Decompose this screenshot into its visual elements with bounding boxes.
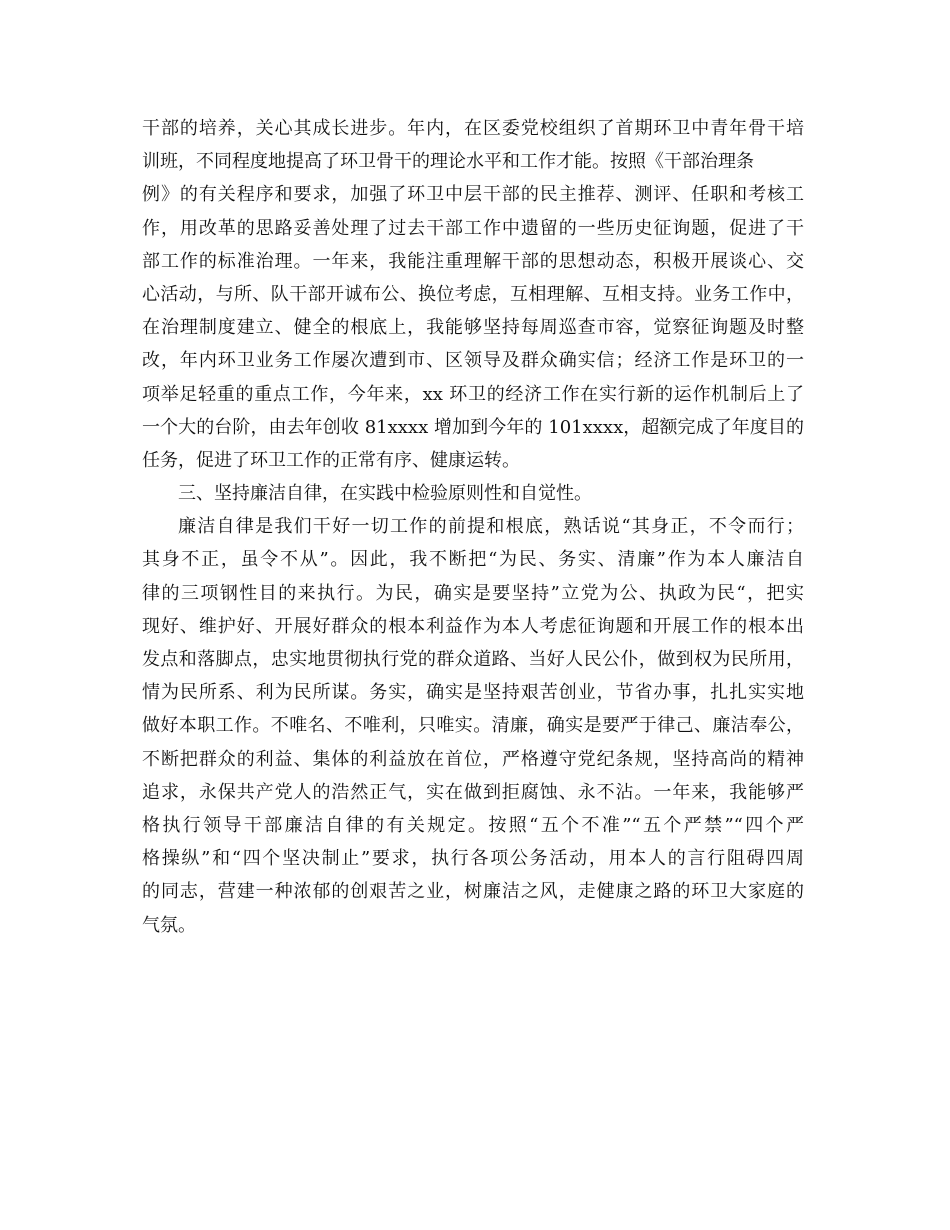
text-line: 改，年内环卫业务工作屡次遭到市、区领导及群众确实信；经济工作是环卫的一	[142, 350, 804, 372]
text-line: 情为民所系、利为民所谋。务实，确实是坚持艰苦创业，节省办事，扎扎实实地	[142, 682, 804, 704]
text-line: 任务，促进了环卫工作的正常有序、健康运转。	[142, 449, 520, 471]
text-line: 其身不正，虽令不从”。因此，我不断把“为民、务实、清廉”作为本人廉洁自	[142, 549, 804, 571]
text-line: 律的三项钢性目的来执行。为民，确实是要坚持”立党为公、执政为民“，把实	[142, 582, 804, 604]
text-line: 格执行领导干部廉洁自律的有关规定。按照“五个不准”“五个严禁”“四个严	[142, 814, 804, 836]
text-line: 发点和落脚点，忠实地贯彻执行党的群众道路、当好人民公仆，做到权为民所用，	[142, 649, 804, 670]
text-line: 部工作的标准治理。一年来，我能注重理解干部的思想动态，积极开展谈心、交	[142, 250, 804, 272]
text-line: 现好、维护好、开展好群众的根本利益作为本人考虑征询题和开展工作的根本出	[142, 615, 804, 637]
text-line: 追求，永保共产党人的浩然正气，实在做到拒腐蚀、永不沾。一年来，我能够严	[142, 781, 804, 803]
text-line: 做好本职工作。不唯名、不唯利，只唯实。清廉，确实是要严于律己、廉洁奉公，	[142, 715, 804, 737]
text-line: 三、坚持廉洁自律，在实践中检验原则性和自觉性。	[178, 483, 592, 505]
text-line: 不断把群众的利益、集体的利益放在首位，严格遵守党纪条规，坚持高尚的精神	[142, 748, 804, 770]
text-line: 心活动，与所、队干部开诚布公、换位考虑，互相理解、互相支持。业务工作中，	[142, 283, 804, 305]
text-line: 在治理制度建立、健全的根底上，我能够坚持每周巡查市容，觉察征询题及时整	[142, 317, 804, 339]
text-line: 格操纵”和“四个坚决制止”要求，执行各项公务活动，用本人的言行阻碍四周	[142, 848, 804, 870]
text-line: 训班，不同程度地提高了环卫骨干的理论水平和工作才能。按照《干部治理条	[142, 151, 754, 173]
text-line: 一个大的台阶，由去年创收 81xxxx 增加到今年的 101xxxx，超额完成了年度目的	[142, 416, 804, 438]
text-line: 项举足轻重的重点工作，今年来，xx 环卫的经济工作在实行新的运作机制后上了	[142, 383, 804, 405]
document-page	[142, 112, 804, 942]
text-line: 作，用改革的思路妥善处理了过去干部工作中遗留的一些历史征询题，促进了干	[142, 217, 804, 239]
text-line: 的同志，营建一种浓郁的创艰苦之业，树廉洁之风，走健康之路的环卫大家庭的	[142, 881, 804, 903]
text-line: 干部的培养，关心其成长进步。年内，在区委党校组织了首期环卫中青年骨干培	[142, 118, 804, 139]
text-line: 廉洁自律是我们干好一切工作的前提和根底，熟话说“其身正，不令而行；	[178, 516, 804, 538]
text-line: 气氛。	[142, 914, 196, 936]
text-line: 例》的有关程序和要求，加强了环卫中层干部的民主推荐、测评、任职和考核工	[142, 184, 804, 206]
